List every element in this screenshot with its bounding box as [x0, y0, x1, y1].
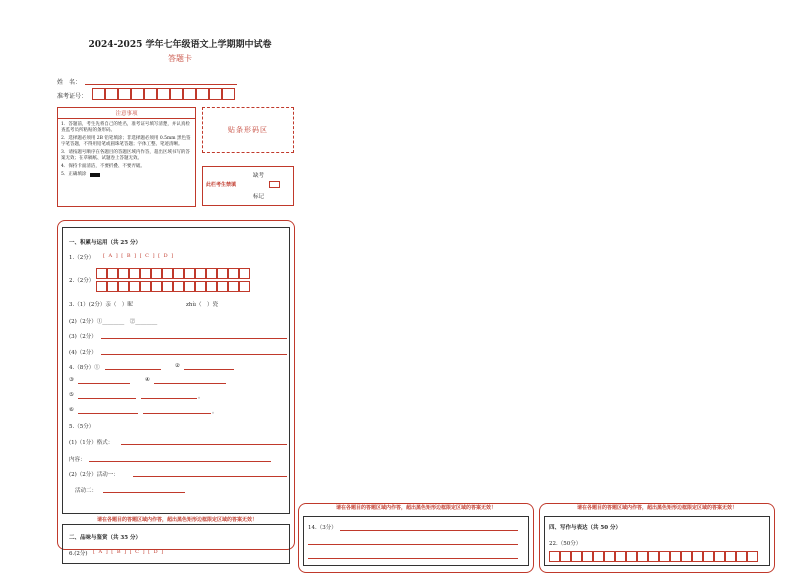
q3-3-label: (3)（2分）	[69, 334, 97, 340]
q5-content-label: 内容：	[69, 457, 86, 463]
q3-1-label: 3.（1）(2分）亲（ ）昵	[69, 302, 133, 308]
absent-box	[202, 166, 294, 206]
q5-1-label: (1)（1分）格式：	[69, 440, 114, 446]
q4-5-label: ⑤	[69, 392, 74, 398]
q4-6-line-b[interactable]	[143, 413, 211, 414]
q4-4-label: ④	[145, 377, 150, 383]
barcode-area	[202, 107, 294, 153]
q5-content-line[interactable]	[89, 461, 271, 462]
notice-box	[57, 107, 196, 207]
q22-label: 22.（50分）	[549, 541, 582, 547]
notice-item-1: 1．答题前，考生先将自己的姓名，准考证号填写清楚，并认真检查监考员所粘贴的条形码。	[61, 122, 190, 133]
q5-2-line-a[interactable]	[133, 476, 287, 477]
filled-sample-mark	[90, 173, 100, 177]
section-2-answer-area[interactable]	[62, 524, 290, 564]
q14-line-1[interactable]	[340, 530, 518, 531]
name-field[interactable]	[85, 84, 237, 85]
answer-sheet-subtitle: 答题卡	[168, 54, 192, 63]
notice-item-4: 4．保持卡面清洁，不要折叠、不要弄破。	[61, 164, 145, 169]
q14-label: 14.（3分）	[308, 525, 337, 531]
warning-col1: 请在各题目的答题区域内作答，超出黑色矩形边框限定区域的答案无效！	[64, 516, 290, 523]
notice-item-5: 5．正确填涂	[61, 172, 87, 177]
name-label: 姓 名：	[57, 79, 82, 86]
notice-heading: 注意事项	[58, 108, 195, 119]
section-1-heading: 一、积累与运用（共 25 分）	[69, 240, 141, 246]
q3-2-label: (2)（2分）①________ ②________	[69, 319, 158, 325]
q4-label: 4.（8分）①	[69, 365, 100, 371]
q6-label: 6.(2分)	[69, 551, 88, 557]
absent-label-top: 缺考	[253, 173, 265, 179]
barcode-label: 贴条形码区	[228, 126, 268, 134]
q5-2-line-b[interactable]	[103, 492, 185, 493]
notice-item-2: 2．选择题必须用 2B 铅笔填涂；非选择题必须用 0.5mm 黑色签字笔答题，不得用铅笔或圆珠笔答题；字体工整、笔迹清晰。	[61, 136, 191, 147]
exam-title: 2024-2025 学年七年级语文上学期期中试卷	[88, 40, 272, 50]
q6-options[interactable]: [ A ] [ B ] [ C ] [ D ]	[93, 549, 165, 555]
q4-2-line[interactable]	[184, 369, 234, 370]
q4-5-line-a[interactable]	[78, 398, 136, 399]
q4-5-period: 。	[198, 394, 204, 400]
q4-6-period: 。	[212, 409, 218, 415]
q5-2-label: (2)（2分）活动一：	[69, 472, 119, 478]
column-3-answer-area[interactable]	[544, 516, 770, 566]
q3-3-answer-line[interactable]	[101, 338, 287, 339]
absent-note: 此栏考生禁填	[206, 182, 237, 188]
q3-4-label: (4)（2分）	[69, 350, 97, 356]
q14-line-2[interactable]	[308, 544, 518, 545]
section-1-answer-area[interactable]	[62, 227, 290, 514]
q4-2-label: ②	[175, 363, 180, 369]
q4-3-label: ③	[69, 377, 74, 383]
q14-line-3[interactable]	[308, 558, 518, 559]
warning-col3: 请在各题目的答题区域内作答，超出黑色矩形边框限定区域的答案无效！	[546, 504, 768, 511]
section-4-heading: 四、写作与表达（共 50 分）	[549, 525, 621, 531]
q2-label: 2.（2分）	[69, 278, 95, 284]
notice-item-3: 3．请按题号顺序在各题目的答题区域内作答，超出区域书写的答案无效；在草稿纸、试题卷上答题无效。	[61, 150, 190, 161]
q3-1b-label: zhù（ ）瓷	[186, 302, 218, 308]
column-2-answer-area[interactable]	[303, 516, 529, 566]
id-label: 准考证号：	[57, 93, 88, 100]
q3-4-answer-line[interactable]	[101, 354, 287, 355]
absent-label-bottom: 标记	[253, 194, 265, 200]
q5-1-line[interactable]	[121, 444, 287, 445]
q1-label: 1.（2分）	[69, 255, 95, 261]
q1-options[interactable]: [ A ] [ B ] [ C ] [ D ]	[103, 253, 175, 259]
q4-4-line[interactable]	[154, 383, 226, 384]
warning-col2: 请在各题目的答题区域内作答，超出黑色矩形边框限定区域的答案无效！	[305, 504, 527, 511]
q4-6-label: ⑥	[69, 407, 74, 413]
q4-6-line-a[interactable]	[78, 413, 138, 414]
section-2-heading: 二、品味与鉴赏（共 35 分）	[69, 535, 141, 541]
q5-label: 5.（5分）	[69, 424, 95, 430]
q4-3-line[interactable]	[78, 383, 130, 384]
q5-2b-label: 活动二：	[75, 488, 98, 494]
absent-checkbox[interactable]	[269, 181, 280, 188]
q4-5-line-b[interactable]	[141, 398, 197, 399]
q4-1-line[interactable]	[105, 369, 161, 370]
